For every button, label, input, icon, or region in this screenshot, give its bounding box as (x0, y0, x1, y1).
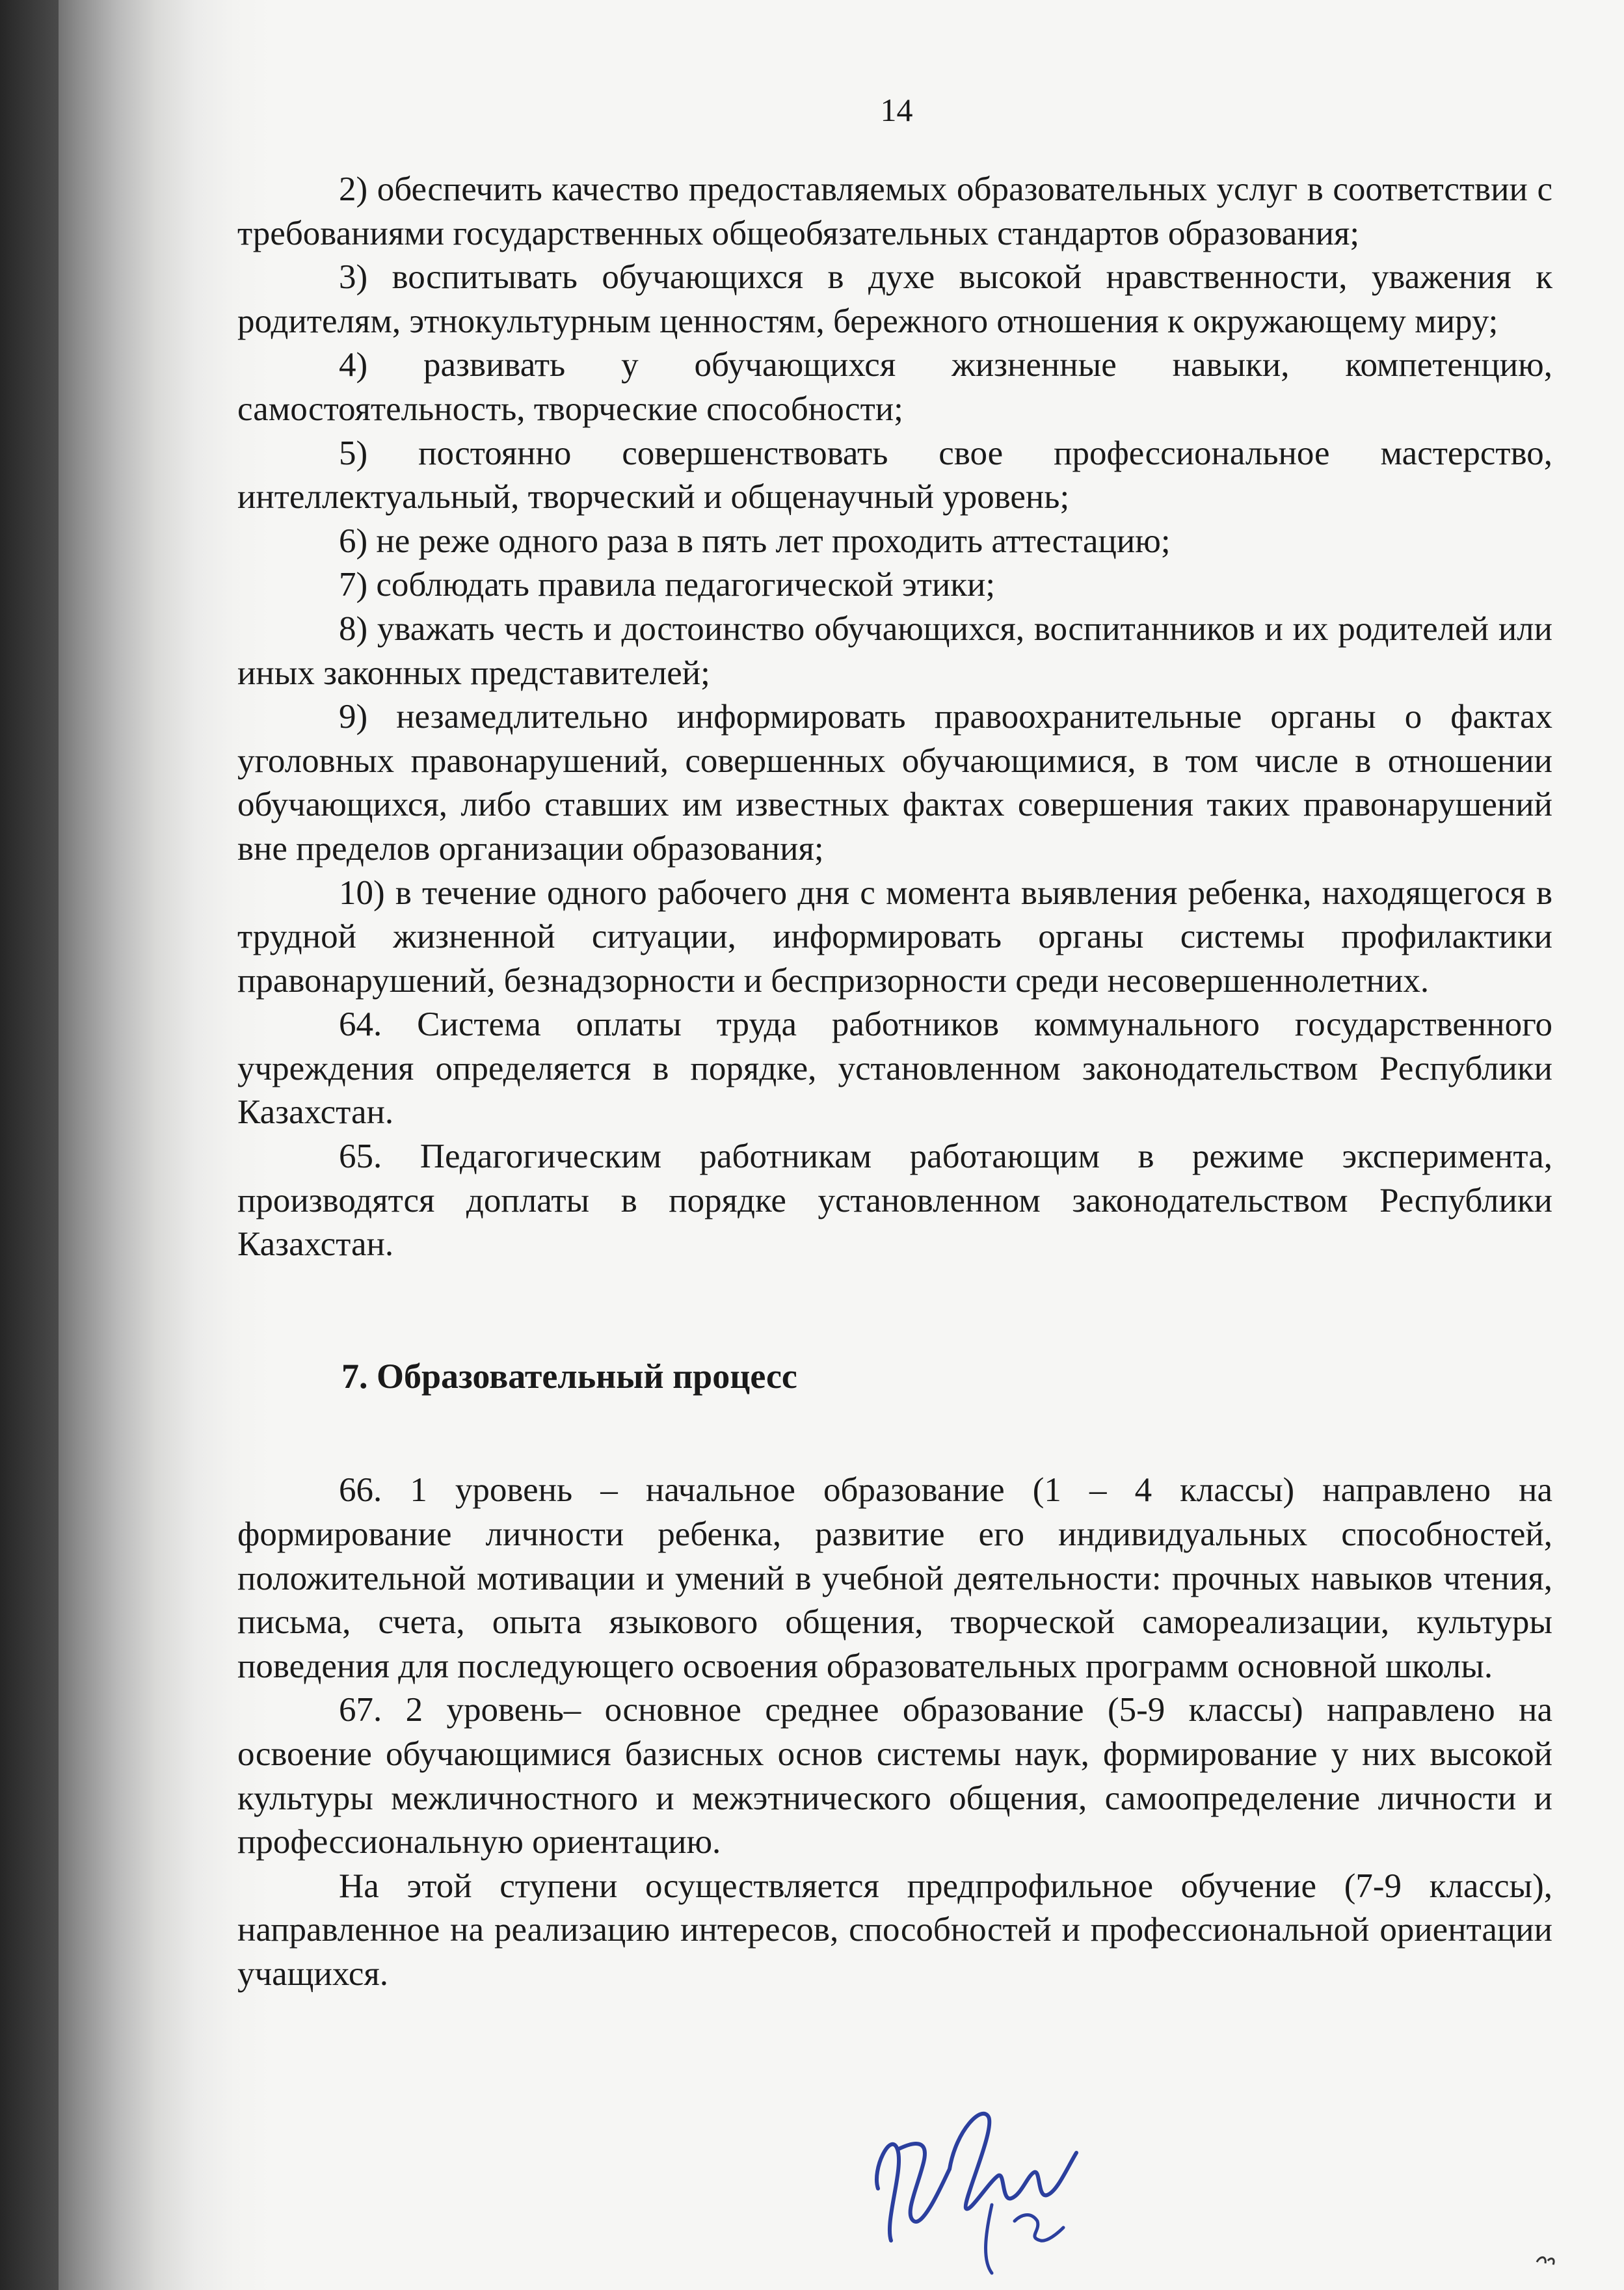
paragraph: 3) воспитывать обучающихся в духе высокой нравственности, уважения к родителям, этнокультурным ценностям, бережного отношения к окружающему миру; (237, 258, 1552, 340)
signature-icon (852, 2091, 1099, 2280)
paragraph: 65. Педагогическим работникам работающим в режиме эксперимента, производятся доплаты в порядке установленном законодательством Республики Казахстан. (237, 1138, 1552, 1264)
scan-mark-icon (1534, 2249, 1560, 2269)
paragraph: На этой ступени осуществляется предпрофильное обучение (7-9 классы), направленное на реализацию интересов, способностей и профессиональной ориентации учащихся. (237, 1867, 1552, 1993)
paragraph: 67. 2 уровень– основное среднее образование (5-9 классы) направлено на освоение обучающимися базисных основ системы наук, формирование у них высокой культуры межличностного и межэтнического общения, самоопределение личности и профессиональную ориентацию. (237, 1691, 1552, 1861)
paragraph: 64. Система оплаты труда работников коммунального государственного учреждения определяется в порядке, установленном законодательством Республики Казахстан. (237, 1005, 1552, 1132)
paragraph: 7) соблюдать правила педагогической этики; (339, 566, 996, 604)
page-number: 14 (880, 92, 913, 128)
paragraph: 66. 1 уровень – начальное образование (1 – 4 классы) направлено на формирование личности ребенка, развитие его индивидуальных способностей, положительной мотивации и умений в учебной деятельности: прочных навыков чтения, письма, счета, опыта языкового общения, творческой самореализации, культуры поведения для последующего освоения образовательных программ основной школы. (237, 1471, 1552, 1685)
paragraph: 9) незамедлительно информировать правоохранительные органы о фактах уголовных правонарушений, совершенных обучающимися, в том числе в отношении обучающихся, либо ставших им известных фактах совершения таких правонарушений вне пределов организации образования; (237, 698, 1552, 868)
paragraph: 4) развивать у обучающихся жизненные навыки, компетенцию, самостоятельность, творческие способности; (237, 346, 1552, 428)
paragraph: 2) обеспечить качество предоставляемых образовательных услуг в соответствии с требованиями государственных общеобязательных стандартов образования; (237, 170, 1552, 252)
paragraph: 5) постоянно совершенствовать свое профессиональное мастерство, интеллектуальный, творческий и общенаучный уровень; (237, 434, 1552, 516)
paragraph: 8) уважать честь и достоинство обучающихся, воспитанников и их родителей или иных законных представителей; (237, 609, 1552, 692)
binding-shadow (0, 0, 59, 2290)
paragraph: 10) в течение одного рабочего дня с момента выявления ребенка, находящегося в трудной жизненной ситуации, информировать органы системы профилактики правонарушений, безнадзорности и беспризорности среди несовершеннолетних. (237, 873, 1552, 1000)
paragraph: 6) не реже одного раза в пять лет проходить аттестацию; (339, 522, 1171, 560)
section-title: 7. Образовательный процесс (341, 1356, 797, 1396)
document-body (237, 168, 1552, 1997)
